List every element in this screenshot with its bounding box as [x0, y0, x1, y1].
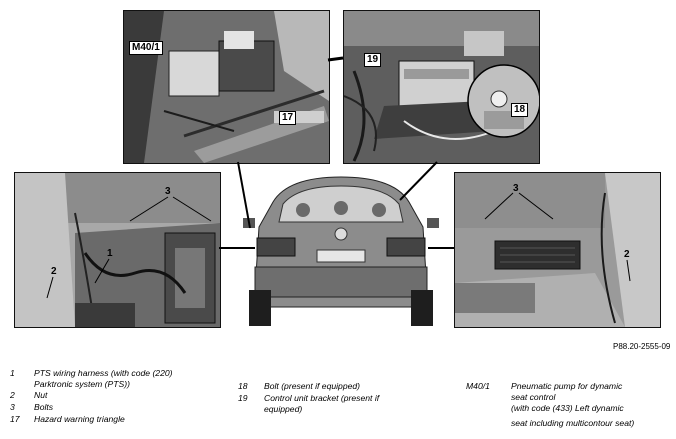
- photo-pneumatic-pump-graphic: [124, 11, 329, 163]
- photo-car-rear: [243, 172, 439, 326]
- car-rear-graphic: [243, 172, 439, 326]
- legend-text: seat including multicontour seat): [511, 418, 635, 428]
- legend-text: Bolts: [34, 402, 54, 412]
- callout-m40-1: M40/1: [129, 41, 163, 55]
- photo-control-unit-bracket: [343, 10, 540, 164]
- legend-text: Nut: [34, 390, 48, 400]
- callout-2-left: 2: [51, 266, 57, 277]
- callout-3-right: 3: [513, 183, 519, 194]
- callout-2-right: 2: [624, 249, 630, 260]
- callout-17: 17: [279, 111, 296, 125]
- reference-code: P88.20-2555-09: [613, 342, 671, 351]
- legend-key: 3: [10, 402, 15, 412]
- photo-pneumatic-pump: [123, 10, 330, 164]
- callout-3-left: 3: [165, 186, 171, 197]
- callout-19: 19: [364, 53, 381, 67]
- legend-text: Control unit bracket (present if: [264, 393, 380, 403]
- callout-1: 1: [107, 248, 113, 259]
- legend-text: Pneumatic pump for dynamic: [511, 381, 623, 391]
- legend-key: 2: [10, 390, 15, 400]
- legend-key: 19: [238, 393, 248, 403]
- legend-key: 18: [238, 381, 248, 391]
- legend-text: PTS wiring harness (with code (220): [34, 368, 173, 378]
- legend-key: 17: [10, 414, 20, 424]
- legend-key: 1: [10, 368, 15, 378]
- legend-text: (with code (433) Left dynamic: [511, 403, 624, 413]
- legend-key: M40/1: [466, 381, 490, 391]
- magnifier-inset: [344, 11, 539, 163]
- legend-text: Hazard warning triangle: [34, 414, 125, 424]
- legend-text: Parktronic system (PTS)): [34, 379, 130, 389]
- photo-right-trunk-side: [454, 172, 661, 328]
- legend-text: equipped): [264, 404, 303, 414]
- leader-lines-left: [15, 173, 220, 327]
- legend-text: Bolt (present if equipped): [264, 381, 361, 391]
- leader-lines-right: [455, 173, 660, 327]
- legend-text: seat control: [511, 392, 556, 402]
- photo-left-trunk-side: [14, 172, 221, 328]
- callout-18: 18: [511, 103, 528, 117]
